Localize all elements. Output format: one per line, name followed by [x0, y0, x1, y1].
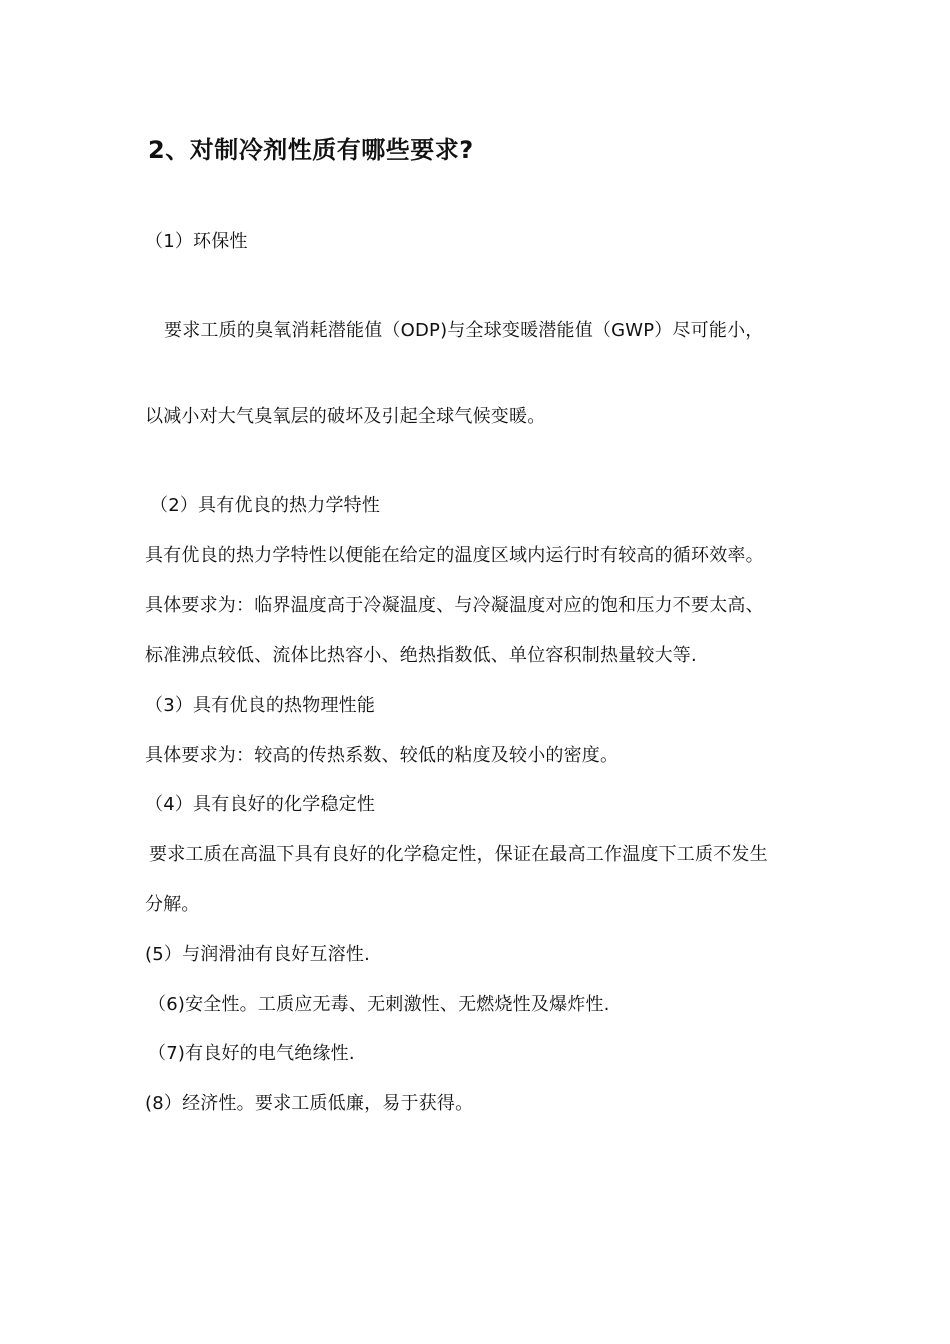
item-1-title: （1）环保性: [145, 231, 248, 252]
item-7: （7)有良好的电气绝缘性.: [148, 1043, 355, 1064]
item-2-text-line-1: 具有优良的热力学特性以便能在给定的温度区域内运行时有较高的循环效率。: [145, 545, 764, 566]
item-3-title: （3）具有优良的热物理性能: [145, 695, 376, 716]
item-2-title: （2）具有优良的热力学特性: [150, 495, 381, 516]
item-2-text-line-3: 标准沸点较低、流体比热容小、绝热指数低、单位容积制热量较大等.: [145, 645, 697, 666]
item-2-text-line-2: 具体要求为：临界温度高于冷凝温度、与冷凝温度对应的饱和压力不要太高、: [145, 595, 764, 616]
item-6: （6)安全性。工质应无毒、无刺激性、无燃烧性及爆炸性.: [148, 994, 610, 1015]
item-5: (5）与润滑油有良好互溶性.: [145, 944, 370, 965]
item-8: (8）经济性。要求工质低廉，易于获得。: [145, 1093, 474, 1114]
item-4-title: （4）具有良好的化学稳定性: [145, 794, 376, 815]
item-1-text-line-2: 以减小对大气臭氧层的破坏及引起全球气候变暖。: [145, 406, 546, 427]
section-heading: 2、对制冷剂性质有哪些要求?: [148, 136, 474, 164]
item-4-text-line-1: 要求工质在高温下具有良好的化学稳定性，保证在最高工作温度下工质不发生: [149, 844, 768, 865]
item-4-text-line-2: 分解。: [145, 894, 200, 915]
item-3-text: 具体要求为：较高的传热系数、较低的粘度及较小的密度。: [145, 745, 619, 766]
item-1-text-line-1: 要求工质的臭氧消耗潜能值（ODP)与全球变暖潜能值（GWP）尽可能小，: [164, 320, 764, 341]
